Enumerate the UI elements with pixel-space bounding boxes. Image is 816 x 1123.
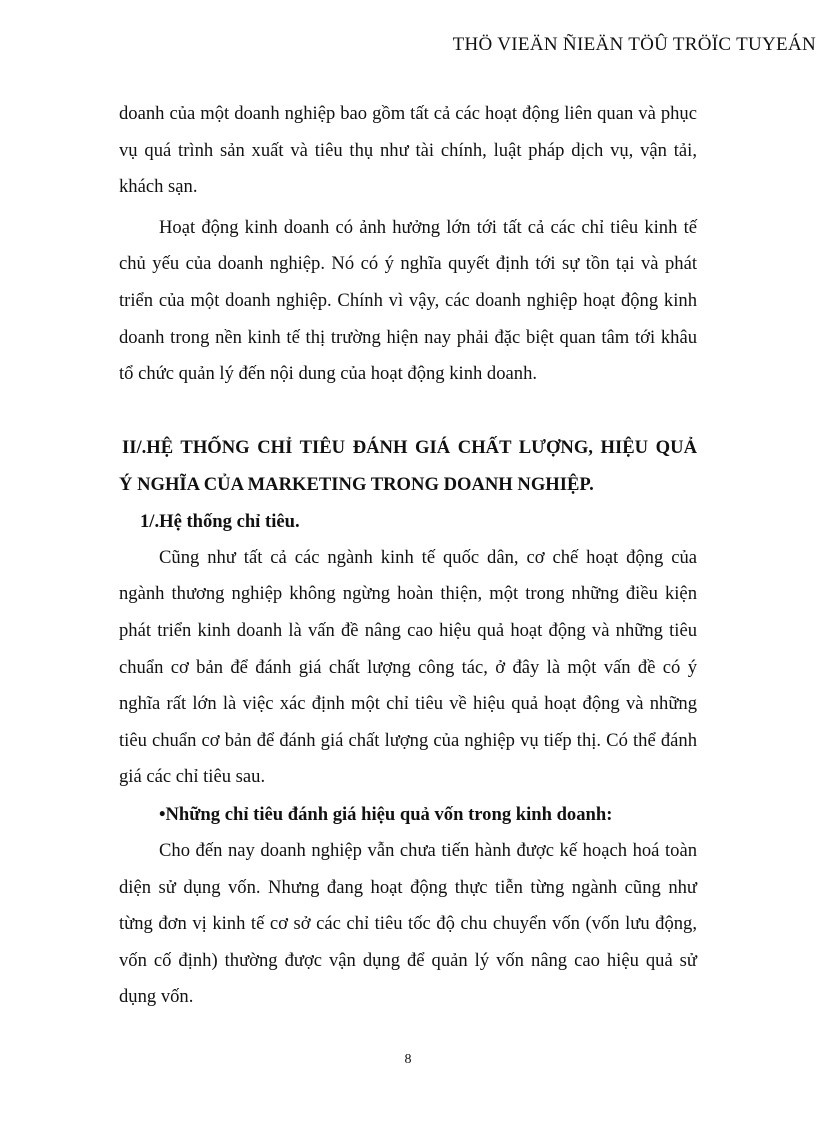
paragraph-1: doanh của một doanh nghiệp bao gồm tất cả các hoạt động liên quan và phục vụ quá trình sản xuất và tiêu thụ như tài chính, luật pháp dịch vụ, vận tải, khách sạn. <box>119 103 697 198</box>
section-heading-line-1: II/.HỆ THỐNG CHỈ TIÊU ĐÁNH GIÁ CHẤT LƯỢNG, HIỆU QUẢ <box>122 436 697 458</box>
document-body <box>119 96 697 1016</box>
section-heading <box>119 429 697 503</box>
paragraph-3: Cũng như tất cả các ngành kinh tế quốc dân, cơ chế hoạt động của ngành thương nghiệp không ngừng hoàn thiện, một trong những điều kiện phát triển kinh doanh là vấn đề nâng cao hiệu quả hoạt động và những tiêu chuẩn cơ bản để đánh giá chất lượng công tác, ở đây là một vấn đề có ý nghĩa rất lớn là việc xác định một chỉ tiêu về hiệu quả hoạt động và những tiêu chuẩn cơ bản để đánh giá chất lượng của nghiệp vụ tiếp thị. Có thể đánh giá các chỉ tiêu sau. <box>119 546 697 788</box>
subsection-heading: 1/.Hệ thống chỉ tiêu. <box>140 510 300 532</box>
page-header: THÖ VIEÄN ÑIEÄN TÖÛ TRÖÏC TUYEÁN <box>452 34 816 55</box>
bullet-heading: •Những chỉ tiêu đánh giá hiệu quả vốn trong kinh doanh: <box>159 803 613 825</box>
paragraph-2: Hoạt động kinh doanh có ảnh hưởng lớn tới tất cả các chỉ tiêu kinh tế chủ yếu của doanh nghiệp. Nó có ý nghĩa quyết định tới sự tồn tại và phát triển của một doanh nghiệp. Chính vì vậy, các doanh nghiệp hoạt động kinh doanh trong nền kinh tế thị trường hiện nay phải đặc biệt quan tâm tới khâu tổ chức quản lý đến nội dung của hoạt động kinh doanh. <box>119 216 697 385</box>
section-heading-line-2: Ý NGHĨA CỦA MARKETING TRONG DOANH NGHIỆP. <box>119 473 594 495</box>
page-number: 8 <box>404 1052 412 1067</box>
paragraph-4: Cho đến nay doanh nghiệp vẫn chưa tiến hành được kế hoạch hoá toàn diện sử dụng vốn. Nhưng đang hoạt động thực tiễn từng ngành cũng như từng đơn vị kinh tế cơ sở các chỉ tiêu tốc độ chu chuyển vốn (vốn lưu động, vốn cố định) thường được vận dụng để quản lý vốn nâng cao hiệu quả sử dụng vốn. <box>119 839 697 1008</box>
